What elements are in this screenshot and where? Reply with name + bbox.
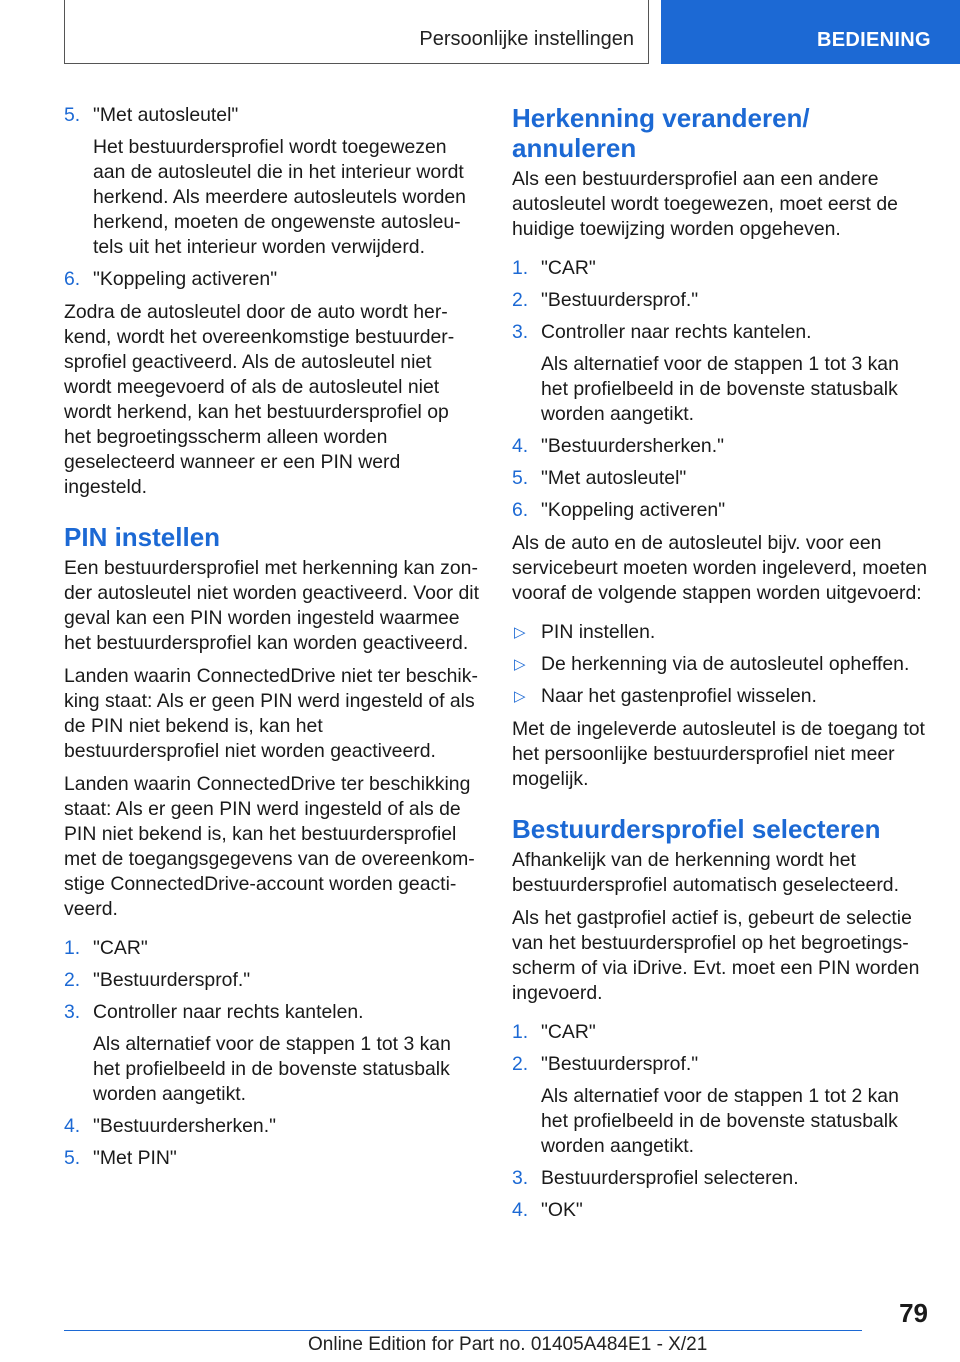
paragraph: Afhankelijk van de herkenning wordt het bestuurdersprofiel automatisch geselecteerd. <box>512 849 899 896</box>
step-text: "Bestuurdersprof." <box>541 1053 699 1075</box>
step-number: 4. <box>64 1115 81 1137</box>
list-item <box>64 1000 480 1107</box>
step-text: Controller naar rechts kantelen. <box>541 321 812 343</box>
step-text: "Koppeling activeren" <box>93 268 278 290</box>
step-text: Bestuurdersprofiel selecteren. <box>541 1167 799 1189</box>
list-item <box>512 1198 928 1223</box>
list-item <box>512 1020 928 1045</box>
paragraph: Een bestuurdersprofiel met herkenning kan zonder autosleutel niet worden geactiveerd. Voor dit geval kan een PIN worden ingesteld waarmee het bestuurdersprofiel kan worden geactiveerd. <box>64 557 480 654</box>
list-item <box>64 1114 480 1139</box>
heading-bestuurdersprofiel-selecteren: Bestuurdersprofiel selecteren <box>512 814 881 844</box>
step-text: "CAR" <box>541 1021 596 1043</box>
step-number: 2. <box>512 289 529 311</box>
step-number: 2. <box>512 1053 529 1075</box>
list-item <box>512 1166 928 1191</box>
step-text: "Met autosleutel" <box>93 104 239 126</box>
list-item <box>64 968 480 993</box>
step-number: 1. <box>512 257 529 279</box>
triangle-bullet-icon: ▷ <box>514 656 526 673</box>
step-text: "CAR" <box>541 257 596 279</box>
list-item <box>64 1146 480 1171</box>
chapter-tab <box>661 0 960 64</box>
step-text: "Bestuurdersherken." <box>541 435 724 457</box>
step-text: "Met PIN" <box>93 1147 177 1169</box>
step-subtext: Als alternatief voor de stappen 1 tot 2 kan het profielbeeld in de bovenste statusbalk worden aangetikt. <box>541 1085 899 1157</box>
section-title: Persoonlijke instellingen <box>419 28 634 50</box>
heading-herkenning-veranderen: Herkenning veranderen/ annuleren <box>512 103 810 163</box>
list-item <box>512 288 928 313</box>
bullet-text: De herkenning via de autosleutel opheffen. <box>541 653 910 675</box>
step-text: "CAR" <box>93 937 148 959</box>
list-item <box>512 466 928 491</box>
step-number: 6. <box>512 499 529 521</box>
step-number: 5. <box>64 104 81 126</box>
step-number: 5. <box>512 467 529 489</box>
step-subtext: Als alternatief voor de stappen 1 tot 3 kan het profielbeeld in de bovenste statusbalk worden aangetikt. <box>541 353 899 425</box>
step-number: 2. <box>64 969 81 991</box>
right-column <box>512 103 928 1231</box>
step-number: 1. <box>512 1021 529 1043</box>
list-item <box>64 267 480 292</box>
steps-list-select <box>512 1020 928 1223</box>
page-number: 79 <box>899 1298 928 1328</box>
bullet-text: PIN instellen. <box>541 621 656 643</box>
step-text: "Koppeling activeren" <box>541 499 726 521</box>
step-text: "Bestuurdersprof." <box>541 289 699 311</box>
steps-list-auto-key <box>64 103 480 292</box>
step-number: 3. <box>512 1167 529 1189</box>
chapter-tab-label: BEDIENING <box>817 29 931 51</box>
list-item <box>64 936 480 961</box>
step-number: 5. <box>64 1147 81 1169</box>
step-number: 4. <box>512 1199 529 1221</box>
left-column <box>64 103 480 1179</box>
paragraph: Met de ingeleverde autosleutel is de toegang tot het persoonlijke bestuurdersprofiel niet meer mogelijk. <box>512 718 925 790</box>
list-item <box>512 1052 928 1159</box>
list-item <box>512 256 928 281</box>
paragraph: Als de auto en de autosleutel bijv. voor een servicebeurt moeten worden ingeleverd, moeten vooraf de volgende stappen worden uitgevoerd: <box>512 532 927 604</box>
step-text: "OK" <box>541 1199 583 1221</box>
list-item <box>512 498 928 523</box>
list-item <box>512 652 928 677</box>
paragraph: Als het gastprofiel actief is, gebeurt de selectie van het bestuurdersprofiel op het begroetingsscherm of via iDrive. Evt. moet een PIN worden ingevoerd. <box>512 907 920 1004</box>
steps-list-pin <box>64 936 480 1171</box>
heading-pin-instellen: PIN instellen <box>64 522 221 552</box>
list-item <box>512 684 928 709</box>
step-number: 6. <box>64 268 81 290</box>
step-subtext: Als alternatief voor de stappen 1 tot 3 kan het profielbeeld in de bovenste statusbalk worden aangetikt. <box>93 1033 451 1105</box>
triangle-bullet-icon: ▷ <box>514 688 526 705</box>
page-header <box>0 0 960 66</box>
step-number: 3. <box>512 321 529 343</box>
step-number: 1. <box>64 937 81 959</box>
paragraph: Zodra de autosleutel door de auto wordt herkend, wordt het overeenkomstige bestuurdersprofiel geactiveerd. Als de autosleutel niet wordt meegevoerd of als de autosleutel niet wordt herkend, kan het bestuurdersprofiel op het begroetingsscherm alleen worden geselecteerd wanneer er een PIN werd ingesteld. <box>64 301 455 498</box>
list-item <box>64 103 480 260</box>
step-text: "Bestuurdersprof." <box>93 969 251 991</box>
bullet-list-service <box>512 620 928 709</box>
list-item <box>512 320 928 427</box>
step-number: 4. <box>512 435 529 457</box>
step-subtext: Het bestuurdersprofiel wordt toegewezen aan de autosleutel die in het interieur wordt herkend. Als meerdere autosleutels worden herkend, moeten de ongewenste autosleutels uit het interieur worden verwijderd. <box>93 136 466 258</box>
paragraph: Landen waarin ConnectedDrive ter beschikking staat: Als er geen PIN werd ingesteld of als de PIN niet bekend is, kan het bestuurdersprofiel met de toegangsgegevens van de overeenkomstige ConnectedDrive-account worden geactiveerd. <box>64 773 475 920</box>
triangle-bullet-icon: ▷ <box>514 624 526 641</box>
paragraph: Landen waarin ConnectedDrive niet ter beschikking staat: Als er geen PIN werd ingesteld of als de PIN niet bekend is, kan het bestuurdersprofiel niet worden geactiveerd. <box>64 665 478 762</box>
step-number: 3. <box>64 1001 81 1023</box>
step-text: "Bestuurdersherken." <box>93 1115 276 1137</box>
step-text: Controller naar rechts kantelen. <box>93 1001 364 1023</box>
header-section-box <box>64 0 649 64</box>
list-item <box>512 434 928 459</box>
list-item <box>512 620 928 645</box>
footer-divider <box>64 1330 862 1331</box>
footer-edition: Online Edition for Part no. 01405A484E1 - X/21 <box>308 1334 708 1355</box>
step-text: "Met autosleutel" <box>541 467 687 489</box>
bullet-text: Naar het gastenprofiel wisselen. <box>541 685 817 707</box>
paragraph: Als een bestuurdersprofiel aan een andere autosleutel wordt toegewezen, moet eerst de huidige toewijzing worden opgeheven. <box>512 168 898 240</box>
steps-list-change <box>512 256 928 523</box>
